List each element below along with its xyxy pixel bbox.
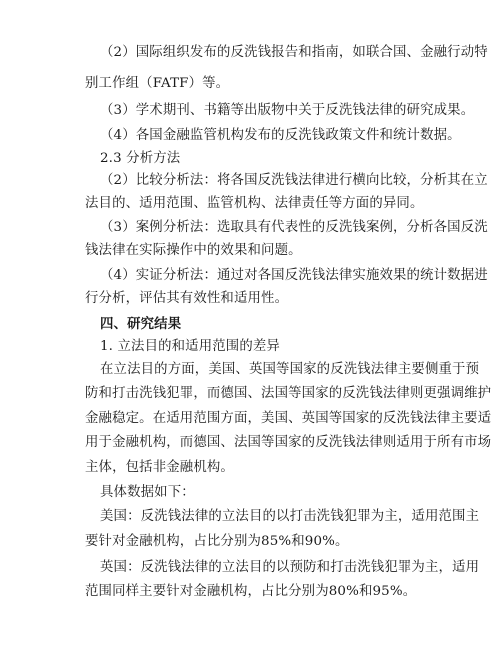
paragraph-line: 金融稳定。在适用范围方面，美国、英国等国家的反洗钱法律主要适 — [85, 411, 492, 426]
paragraph-line: （2）国际组织发布的反洗钱报告和指南，如联合国、金融行动特 — [100, 45, 488, 60]
paragraph-line: 防和打击洗钱犯罪，而德国、法国等国家的反洗钱法律则更强调维护 — [85, 386, 492, 401]
paragraph-line: 用于金融机构，而德国、法国等国家的反洗钱法律则适用于所有市场 — [85, 435, 492, 450]
subsection-heading: 1. 立法目的和适用范围的差异 — [100, 339, 280, 354]
chapter-heading: 四、研究结果 — [100, 316, 182, 332]
paragraph-line: 英国：反洗钱法律的立法目的以预防和打击洗钱犯罪为主，适用 — [100, 560, 480, 575]
paragraph-line: （4）实证分析法：通过对各国反洗钱法律实施效果的统计数据进 — [100, 268, 488, 283]
paragraph-line: （3）案例分析法：选取具有代表性的反洗钱案例，分析各国反洗 — [100, 220, 488, 235]
paragraph-line: 具体数据如下： — [100, 485, 195, 500]
paragraph-line: 美国：反洗钱法律的立法目的以打击洗钱犯罪为主，适用范围主 — [100, 509, 480, 524]
paragraph-line: 钱法律在实际操作中的效果和问题。 — [85, 243, 302, 258]
paragraph-line: （2）比较分析法：将各国反洗钱法律进行横向比较，分析其在立 — [100, 173, 488, 188]
paragraph-line: 要针对金融机构，占比分别为85%和90%。 — [85, 534, 349, 549]
paragraph-line: 法目的、适用范围、监管机构、法律责任等方面的异同。 — [85, 196, 424, 211]
section-heading: 2.3 分析方法 — [100, 151, 181, 166]
paragraph-line: （4）各国金融监管机构发布的反洗钱政策文件和统计数据。 — [100, 128, 461, 143]
paragraph-line: 在立法目的方面，美国、英国等国家的反洗钱法律主要侧重于预 — [100, 362, 480, 377]
paragraph-line: 别工作组（FATF）等。 — [85, 76, 230, 91]
paragraph-line: （3）学术期刊、书籍等出版物中关于反洗钱法律的研究成果。 — [100, 103, 475, 118]
paragraph-line: 范围同样主要针对金融机构，占比分别为80%和95%。 — [85, 584, 417, 599]
paragraph-line: 行分析，评估其有效性和适用性。 — [85, 291, 289, 306]
paragraph-line: 主体，包括非金融机构。 — [85, 460, 234, 475]
